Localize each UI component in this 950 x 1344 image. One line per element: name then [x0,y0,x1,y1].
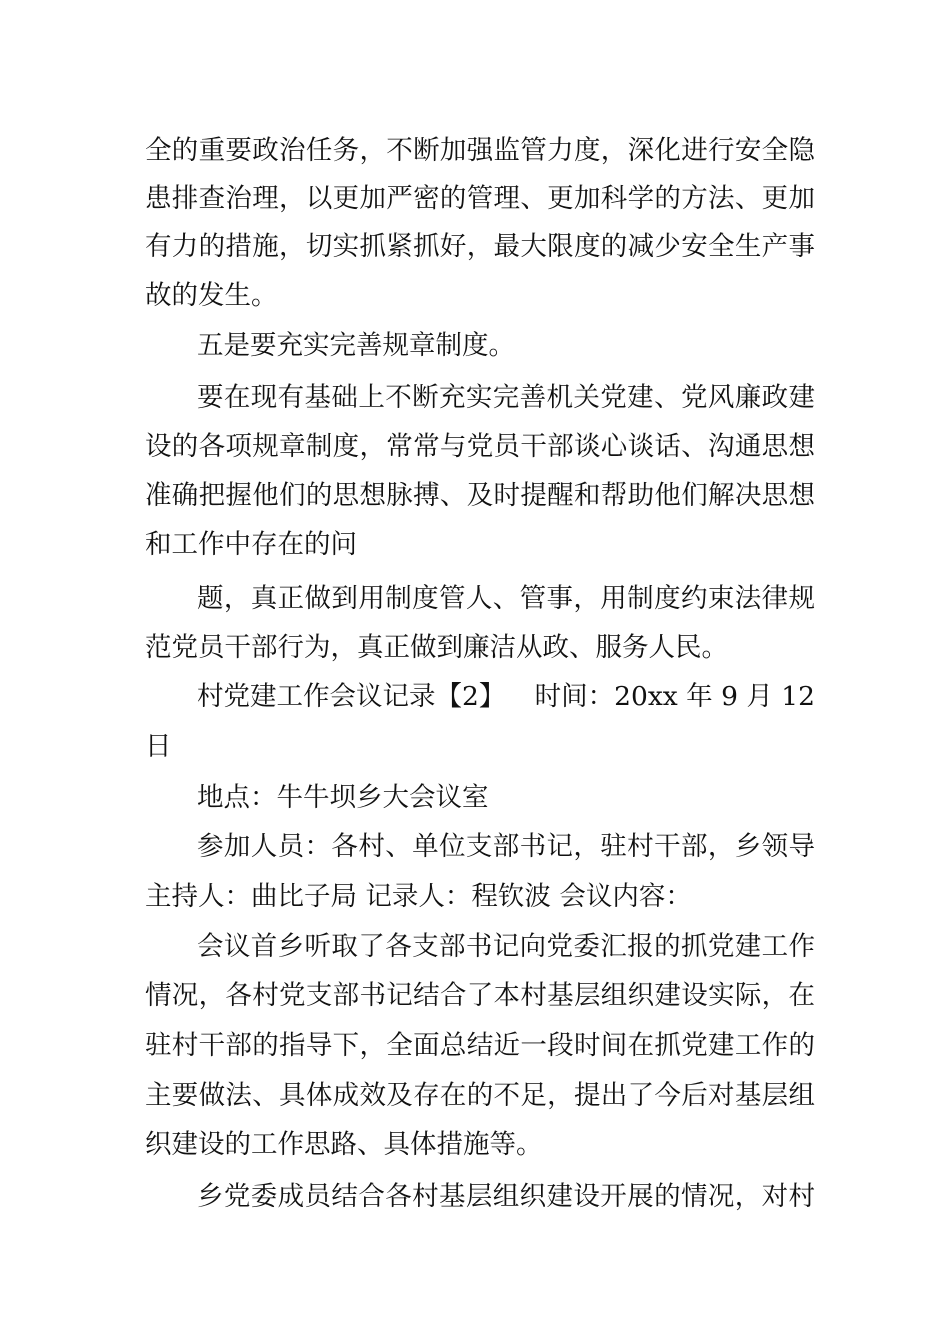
text-line: 织建设的工作思路、具体措施等。 [145,1129,543,1160]
text-line: 故的发生。 [145,280,278,311]
meeting-attendees: 参加人员：各村、单位支部书记，驻村干部，乡领导 [197,831,815,862]
text-line: 有力的措施，切实抓紧抓好，最大限度的减少安全生产事 [145,231,815,262]
text-line: 全的重要政治任务，不断加强监管力度，深化进行安全隐 [145,135,815,166]
text-line: 乡党委成员结合各村基层组织建设开展的情况，对村 [197,1181,815,1212]
text-line: 题，真正做到用制度管人、管事，用制度约束法律规 [197,583,815,614]
record-title: 村党建工作会议记录【2】 [197,681,506,712]
text-line: 设的各项规章制度，常常与党员干部谈心谈话、沟通思想 [145,431,815,462]
text-line: 会议首乡听取了各支部书记向党委汇报的抓党建工作 [197,931,815,962]
meeting-record-heading [197,677,815,717]
text-line: 和工作中存在的问 [145,529,357,560]
meeting-host-recorder: 主持人：曲比子局 记录人：程钦波 会议内容： [145,881,692,912]
text-line: 患排查治理，以更加严密的管理、更加科学的方法、更加 [145,183,815,214]
text-line: 日 [145,731,172,762]
record-time: 时间：20xx 年 9 月 12 [534,681,815,712]
text-line: 情况，各村党支部书记结合了本村基层组织建设实际，在 [145,980,815,1011]
section-heading: 五是要充实完善规章制度。 [197,330,515,361]
text-line: 范党员干部行为，真正做到廉洁从政、服务人民。 [145,632,728,663]
text-line: 驻村干部的指导下，全面总结近一段时间在抓党建工作的 [145,1030,815,1061]
text-line: 主要做法、具体成效及存在的不足，提出了今后对基层组 [145,1080,815,1111]
meeting-location: 地点：牛牛坝乡大会议室 [197,782,489,813]
text-line: 要在现有基础上不断充实完善机关党建、党风廉政建 [197,382,815,413]
text-line: 准确把握他们的思想脉搏、及时提醒和帮助他们解决思想 [145,480,815,511]
